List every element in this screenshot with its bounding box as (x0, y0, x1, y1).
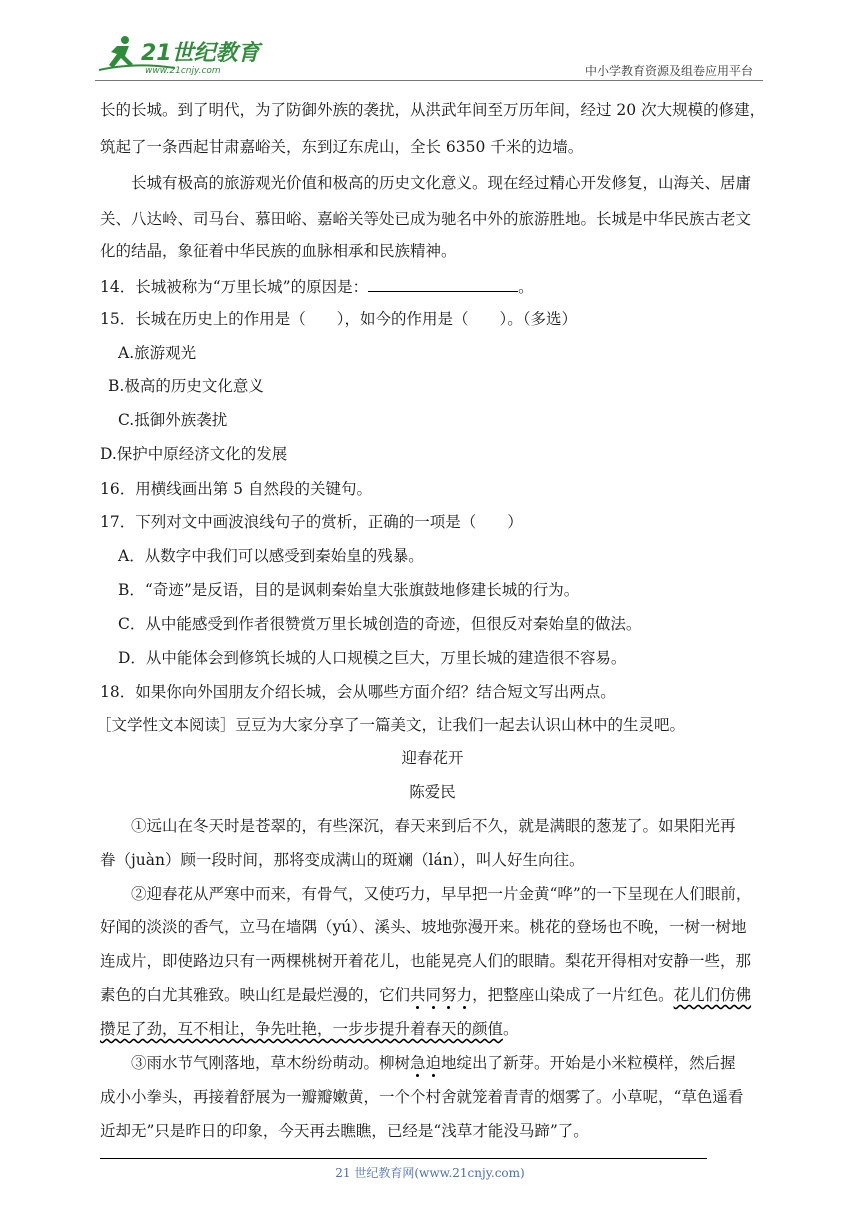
svg-text:www.21cnjy.com: www.21cnjy.com (145, 66, 221, 76)
paragraph-2-line (100, 985, 751, 1005)
text-line: 化的结晶，象征着中华民族的血脉相承和民族精神。 (100, 242, 457, 260)
text-line: 筑起了一条西起甘肃嘉峪关，东到辽东虎山，全长 6350 千米的边墙。 (100, 138, 584, 156)
q17-option-a[interactable]: A．从数字中我们可以感受到秦始皇的残暴。 (118, 547, 424, 565)
q17-option-d[interactable]: D．从中能体会到修筑长城的人口规模之巨大，万里长城的建造很不容易。 (118, 649, 627, 667)
text-span: 素色的白尤其雅致。映山红是最烂漫的，它们 (100, 986, 411, 1004)
paragraph-2-line: ②迎春花从严寒中而来，有骨气，又使巧力，早早把一片金黄“哗”的一下呈现在人们眼前， (131, 885, 752, 903)
answer-blank[interactable] (368, 275, 518, 292)
option-d[interactable]: D.保护中原经济文化的发展 (100, 445, 288, 463)
footer-divider (100, 1158, 707, 1159)
site-logo (95, 34, 265, 76)
paragraph-2-line: 连成片，即使路边只有一两棵桃树开着花儿，也能晃亮人们的眼睛。梨花开得相对安静一些，那 (100, 952, 752, 970)
paragraph-1-line: 眷（juàn）顾一段时间，那将变成满山的斑斓（lán），叫人好生向往。 (100, 851, 585, 869)
paragraph-3-line: 近却无”只是昨日的印象，今天再去瞧瞧，已经是“浅草才能没马蹄”了。 (100, 1122, 589, 1140)
question-17: 17．下列对文中画波浪线句子的赏析，正确的一项是（ ） (100, 513, 523, 531)
dotted-char: 努 (441, 986, 457, 1004)
paragraph-2-line: 好闻的淡淡的香气，立马在墙隅（yú）、溪头、坡地弥漫开来。桃花的登场也不晚，一树一树地 (100, 918, 747, 936)
text-span: ，把整座山染成了一片红色。 (472, 986, 674, 1004)
footer-text[interactable]: 21 世纪教育网(www.21cnjy.com) (335, 1166, 525, 1180)
dotted-char: 急 (410, 1054, 426, 1072)
option-a[interactable]: A.旅游观光 (118, 344, 197, 362)
paragraph-line: 长城有极高的旅游观光价值和极高的历史文化意义。现在经过精心开发修复，山海关、居庸 (131, 174, 752, 192)
section-intro: ［文学性文本阅读］豆豆为大家分享了一篇美文，让我们一起去认识山林中的生灵吧。 (96, 716, 686, 734)
text-line: 长的长城。到了明代，为了防御外族的袭扰，从洪武年间至万历年间，经过 20 次大规模的修建， (100, 101, 766, 119)
q17-option-c[interactable]: C．从中能感受到作者很赞赏万里长城创造的奇迹，但很反对秦始皇的做法。 (118, 615, 642, 633)
question-14 (100, 275, 534, 297)
option-c[interactable]: C.抵御外族袭扰 (118, 411, 228, 429)
article-title: 迎春花开 (401, 749, 464, 767)
text-span: 地绽出了新芽。开始是小米粒模样，然后握 (441, 1054, 736, 1072)
dotted-char: 力 (456, 986, 473, 1004)
question-18: 18．如果你向外国朋友介绍长城，会从哪些方面介绍？结合短文写出两点。 (100, 683, 616, 701)
text-line: 关、八达岭、司马台、慕田峪、嘉峪关等处已成为驰名中外的旅游胜地。长城是中华民族古老文 (100, 210, 752, 228)
page-header (95, 30, 763, 80)
platform-name: 中小学教育资源及组卷应用平台 (584, 64, 753, 78)
article-author: 陈爱民 (409, 783, 456, 801)
q17-option-b[interactable]: B．“奇迹”是反语，目的是讽刺秦始皇大张旗鼓地修建长城的行为。 (118, 581, 580, 599)
wavy-underlined-sentence: 花儿们仿佛 (673, 986, 752, 1004)
paragraph-1-line: ①远山在冬天时是苍翠的，有些深沉，春天来到后不久，就是满眼的葱茏了。如果阳光再 (131, 817, 736, 835)
wavy-underlined-sentence: 攒足了劲，互不相让，争先吐艳，一步步提升着春天的颜值 (100, 1020, 504, 1038)
dotted-char: 共 (410, 986, 426, 1004)
svg-text:21世纪教育: 21世纪教育 (141, 41, 260, 66)
question-end: 。 (518, 278, 534, 296)
question-15: 15．长城在历史上的作用是（ ），如今的作用是（ ）。（多选） (100, 310, 577, 328)
dotted-char: 同 (425, 986, 442, 1004)
dotted-char: 迫 (425, 1054, 442, 1072)
paragraph-3-line (131, 1053, 736, 1073)
paragraph-2-line (100, 1019, 519, 1039)
paragraph-3-line: 成小小拳头，再接着舒展为一瓣瓣嫩黄，一个个村舍就笼着青青的烟雾了。小草呢，“草色遥看 (100, 1088, 744, 1106)
text-span: ③雨水节气刚落地，草木纷纷萌动。柳树 (131, 1054, 411, 1072)
runner-icon (109, 36, 133, 68)
header-divider (95, 80, 763, 81)
question-16: 16．用横线画出第 5 自然段的关键句。 (100, 480, 372, 498)
option-b[interactable]: B.极高的历史文化意义 (108, 377, 264, 395)
text-span: 。 (503, 1020, 519, 1038)
question-text: 14．长城被称为“万里长城”的原因是： (100, 278, 369, 296)
